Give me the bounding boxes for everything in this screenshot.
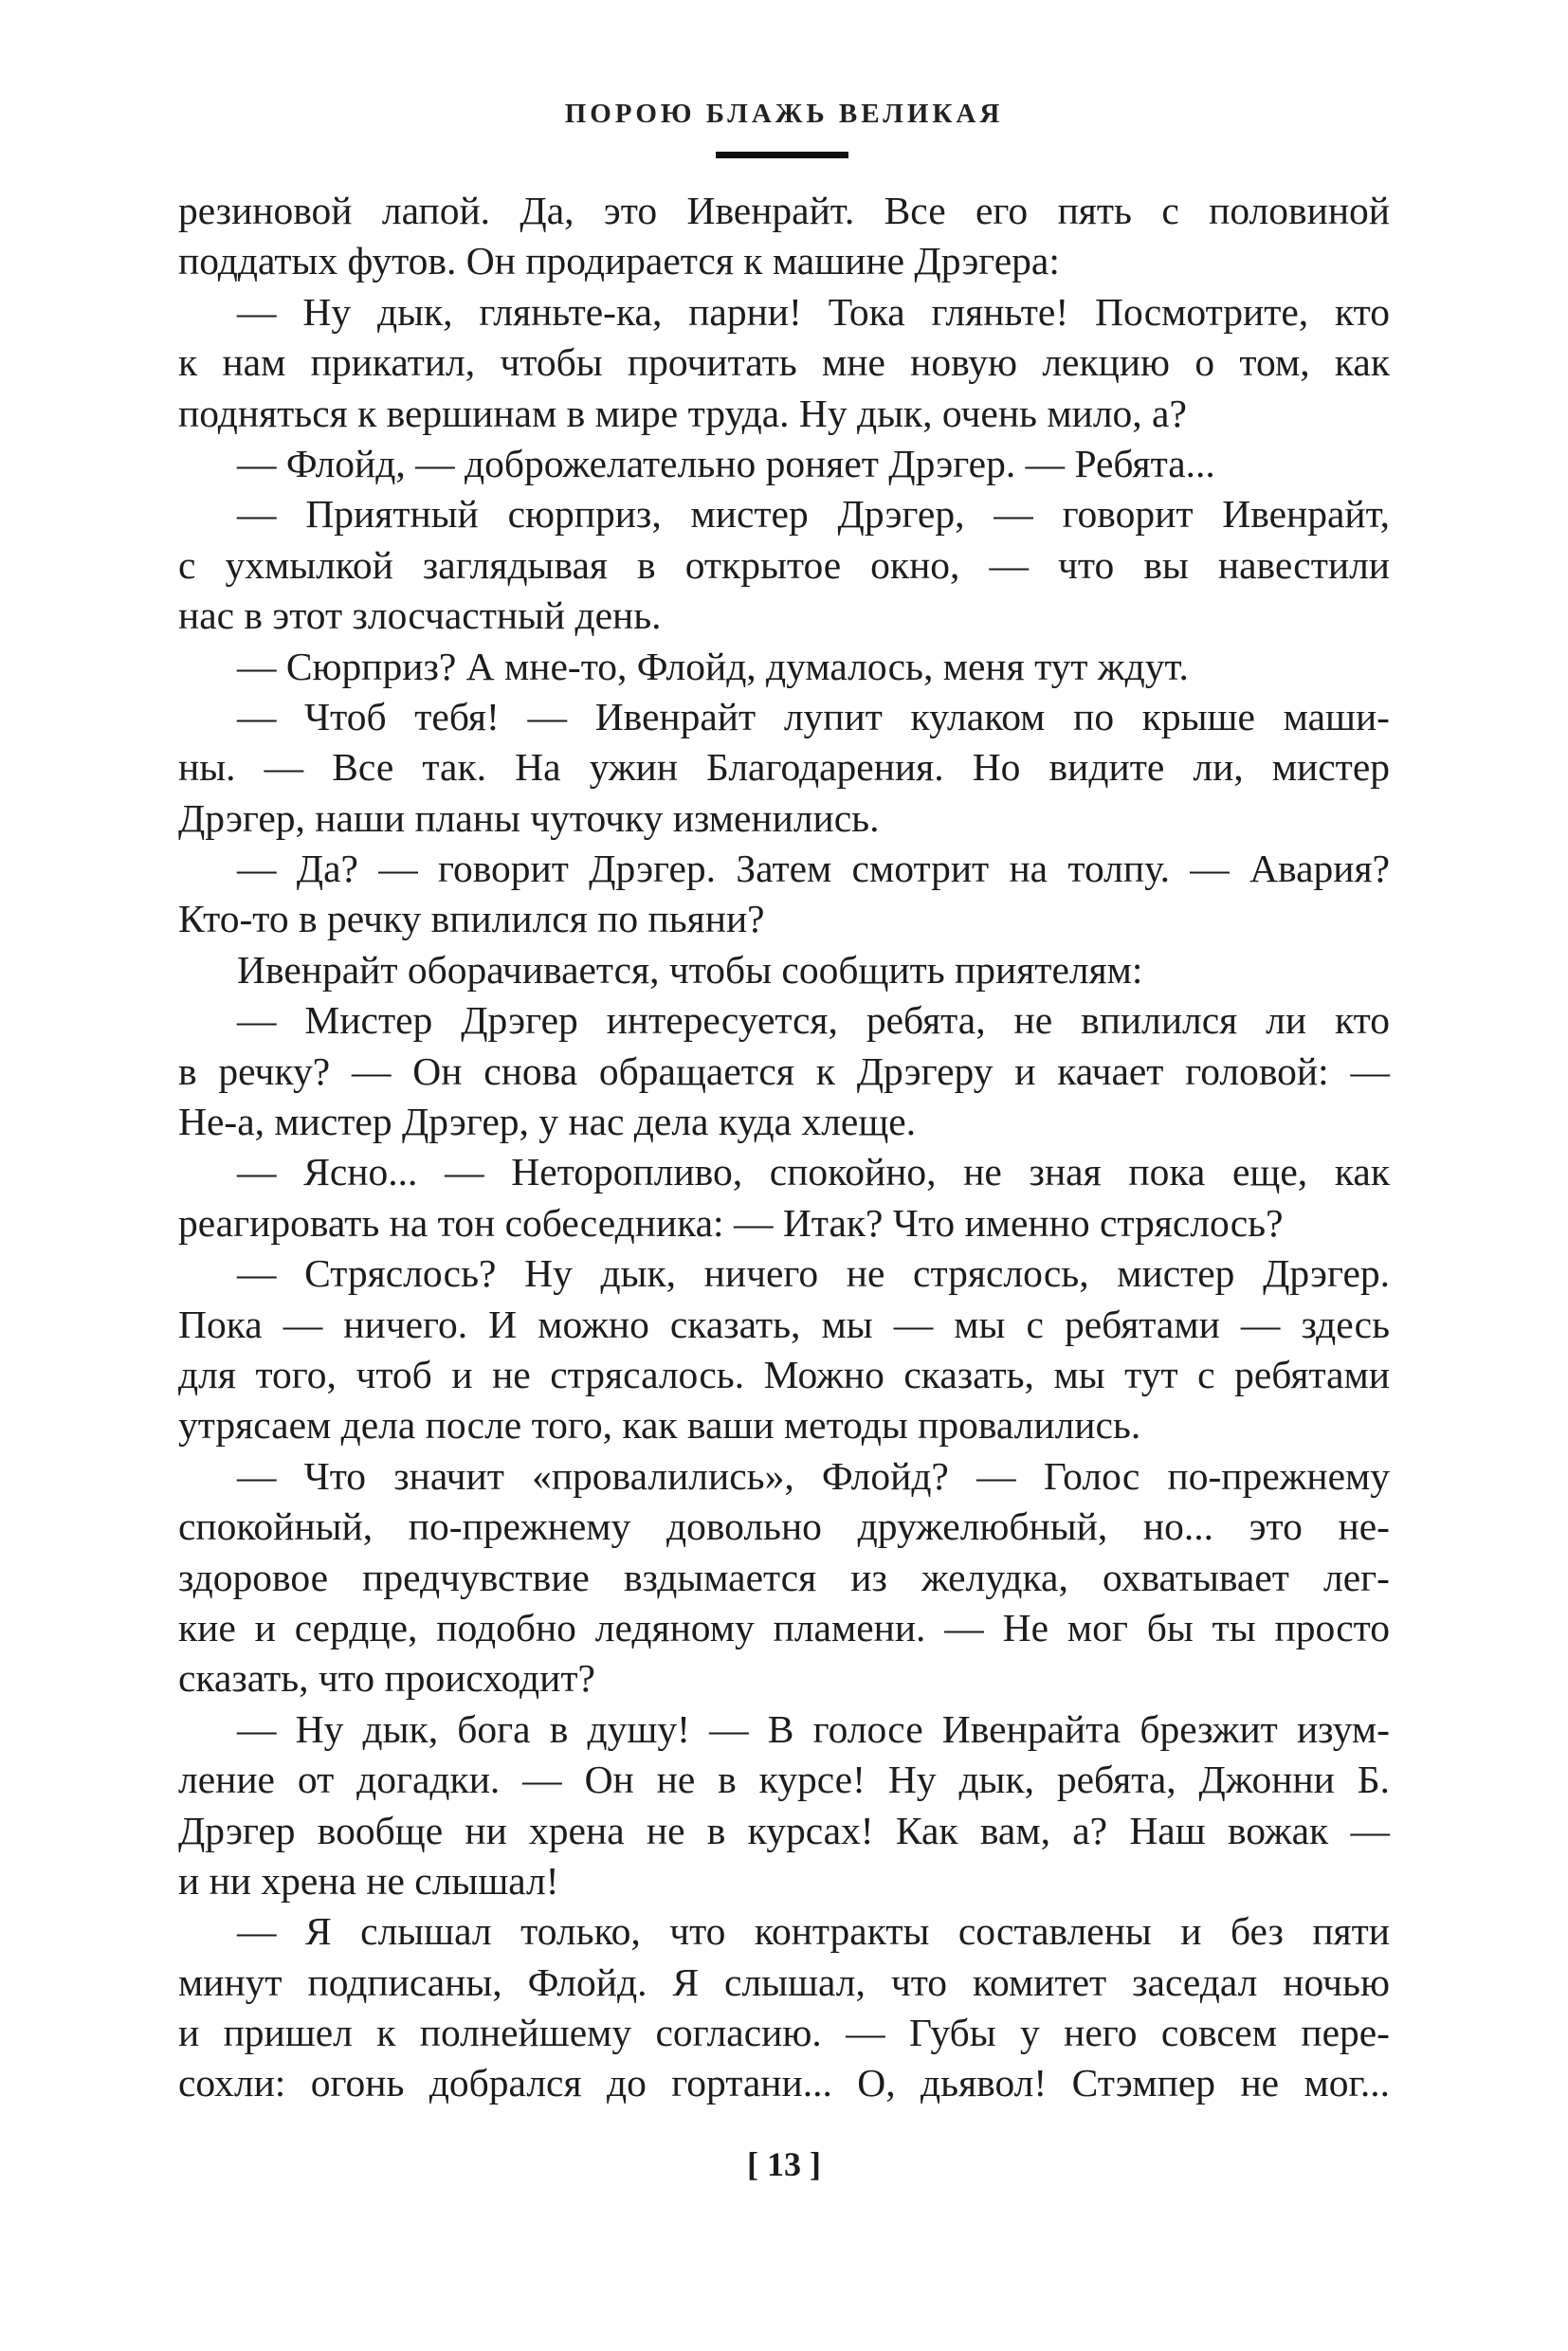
page-number: [ 13 ] (747, 2145, 821, 2183)
text-line: Ивенрайт оборачивается, чтобы сообщить приятелям: (237, 947, 1143, 992)
text-line: — Да? — говорит Дрэгер. Затем смотрит на толпу. — Авария? (237, 847, 1390, 891)
text-line: сохли: огонь добрался до гортани... О, дьявол! Стэмпер не мог... (178, 2061, 1390, 2105)
text-line: — Что значит «провалились», Флойд? — Голос по-прежнему (237, 1453, 1390, 1498)
text-line: — Ну дык, гляньте-ка, парни! Тока гляньте! Посмотрите, кто (237, 289, 1390, 334)
text-line: Не-а, мистер Дрэгер, у нас дела куда хлеще. (178, 1100, 917, 1144)
text-line: — Ясно... — Неторопливо, спокойно, не зная пока еще, как (237, 1150, 1390, 1194)
text-line: подняться к вершинам в мире труда. Ну дык, очень мило, а? (178, 391, 1187, 435)
text-line: минут подписаны, Флойд. Я слышал, что комитет заседал ночью (178, 1959, 1390, 2004)
text-line: с ухмылкой заглядывая в открытое окно, — что вы навестили (178, 542, 1390, 587)
running-header: ПОРОЮ БЛАЖЬ ВЕЛИКАЯ (564, 99, 1004, 129)
text-line: и ни хрена не слышал! (178, 1858, 559, 1903)
text-line: — Стряслось? Ну дык, ничего не стряслось, мистер Дрэгер. (237, 1251, 1390, 1296)
text-line: Дрэгер вообще ни хрена не в курсах! Как вам, а? Наш вожак — (178, 1808, 1390, 1852)
text-line: — Флойд, — доброжелательно роняет Дрэгер. — Ребята... (237, 441, 1215, 485)
header-rule (716, 152, 848, 158)
text-line: Пока — ничего. И можно сказать, мы — мы с ребятами — здесь (178, 1302, 1390, 1346)
text-line: — Мистер Дрэгер интересуется, ребята, не впилился ли кто (237, 998, 1390, 1043)
text-line: и пришел к полнейшему согласию. — Губы у него совсем пере- (178, 2011, 1390, 2055)
text-line: утрясаем дела после того, как ваши методы провалились. (178, 1403, 1141, 1448)
text-line: ление от догадки. — Он не в курсе! Ну дык, ребята, Джонни Б. (178, 1758, 1390, 1802)
text-line: ны. — Все так. На ужин Благодарения. Но видите ли, мистер (178, 745, 1390, 790)
text-line: — Чтоб тебя! — Ивенрайт лупит кулаком по крыше маши- (237, 694, 1390, 738)
text-line: спокойный, по-прежнему довольно дружелюбный, но... это не- (178, 1504, 1390, 1549)
text-line: к нам прикатил, чтобы прочитать мне новую лекцию о том, как (178, 340, 1390, 385)
text-line: — Я слышал только, что контракты составлены и без пяти (237, 1909, 1390, 1954)
text-line: — Ну дык, бога в душу! — В голосе Ивенрайта брезжит изум- (237, 1706, 1390, 1751)
text-line: для того, чтоб и не стрясалось. Можно сказать, мы тут с ребятами (178, 1352, 1390, 1396)
text-line: Дрэгер, наши планы чуточку изменились. (178, 795, 880, 840)
text-line: — Сюрприз? А мне-то, Флойд, думалось, меня тут ждут. (237, 644, 1189, 688)
body-text (178, 186, 1390, 2109)
text-line: Кто-то в речку впилился по пьяни? (178, 897, 765, 941)
text-line: в речку? — Он снова обращается к Дрэгеру и качает головой: — (178, 1048, 1390, 1093)
text-line: реагировать на тон собеседника: — Итак? Что именно стряслось? (178, 1200, 1284, 1245)
text-line: нас в этот злосчастный день. (178, 593, 662, 638)
text-line: — Приятный сюрприз, мистер Дрэгер, — говорит Ивенрайт, (237, 492, 1390, 537)
text-line: кие и сердце, подобно ледяному пламени. — Не мог бы ты просто (178, 1605, 1390, 1649)
text-line: поддатых футов. Он продирается к машине Дрэгера: (178, 239, 1060, 283)
text-line: здоровое предчувствие вздымается из желудка, охватывает лег- (178, 1555, 1390, 1599)
text-line: резиновой лапой. Да, это Ивенрайт. Все его пять с половиной (178, 189, 1390, 232)
text-line: сказать, что происходит? (178, 1656, 595, 1701)
